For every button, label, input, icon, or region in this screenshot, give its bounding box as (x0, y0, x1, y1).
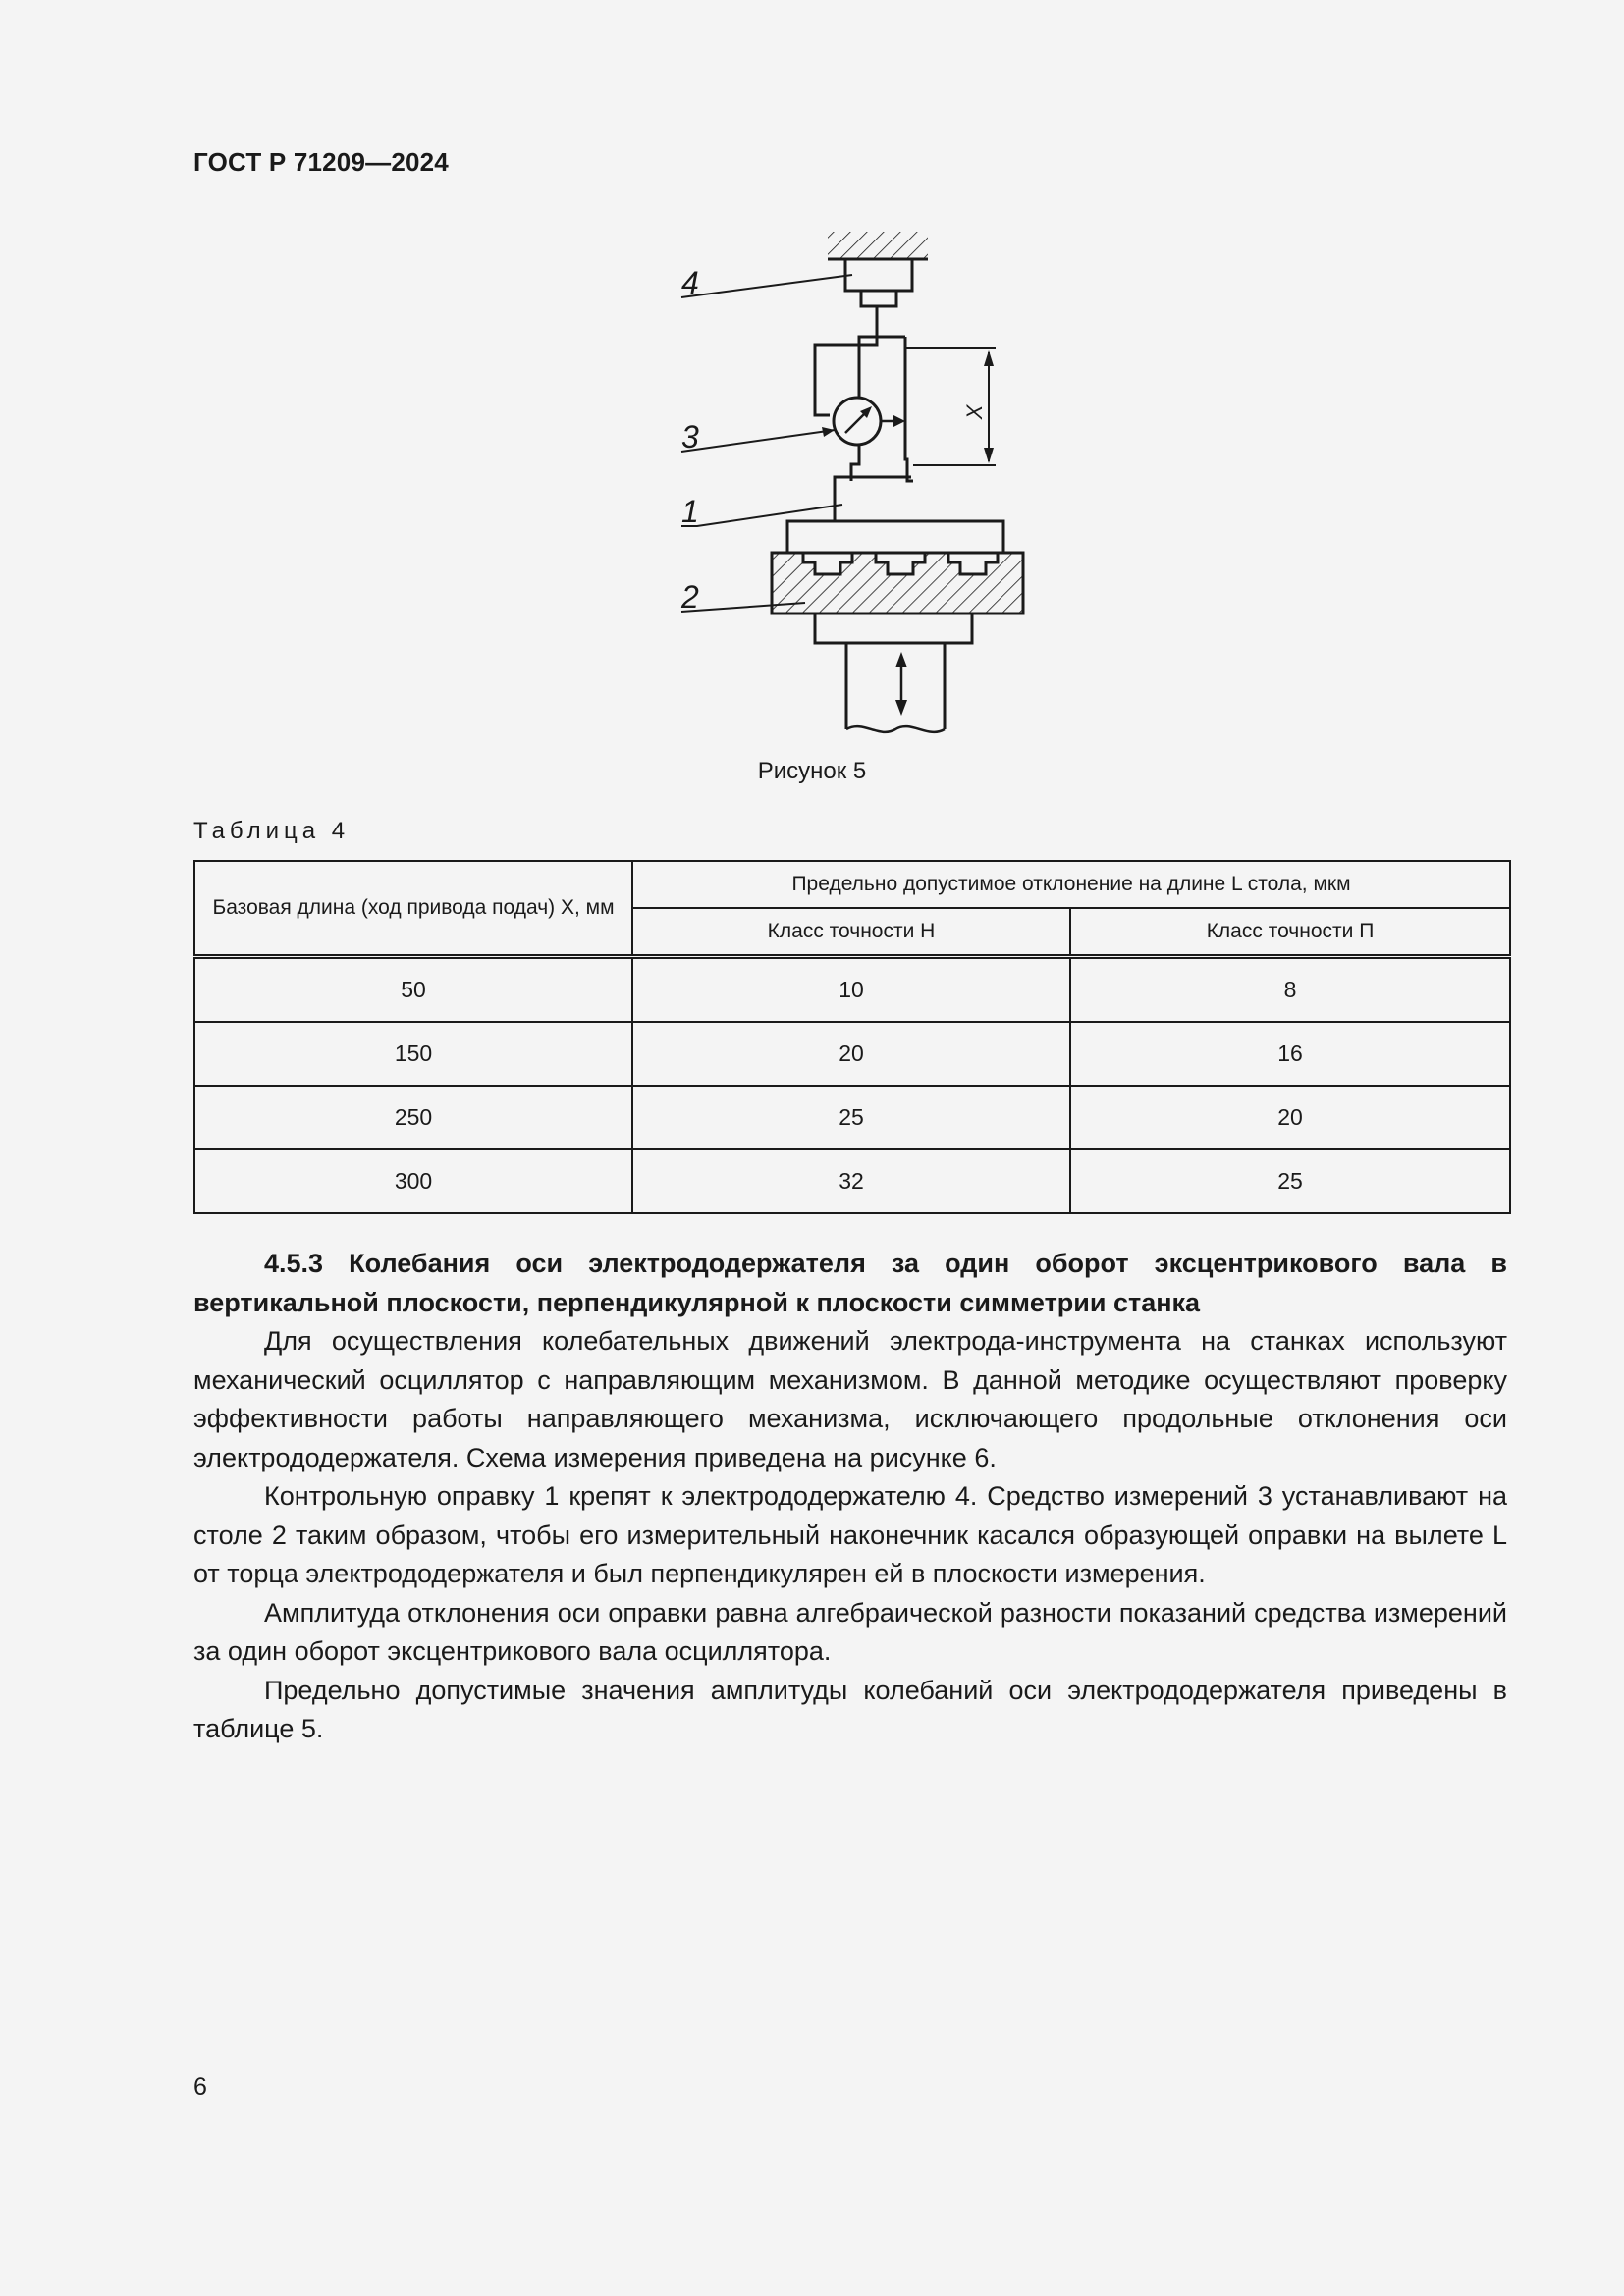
section-heading: 4.5.3 Колебания оси электрододержателя за один оборот эксцентрикового вала в вертикальной плоскости, перпендикулярной к плоскости симметрии станка (193, 1249, 1507, 1317)
col-header-base-length: Базовая длина (ход привода подач) X, мм (194, 861, 632, 957)
double-arrow-down (895, 700, 907, 716)
figure-5-diagram (658, 224, 1041, 744)
table-cell: 300 (194, 1149, 632, 1213)
figure-caption: Рисунок 5 (757, 758, 867, 784)
table-cell: 32 (632, 1149, 1070, 1213)
table-cell: 250 (194, 1086, 632, 1149)
deviation-table (193, 860, 1511, 1214)
body-text (193, 1245, 1507, 1749)
table-cell: 20 (632, 1022, 1070, 1086)
paragraph: Амплитуда отклонения оси оправки равна алгебраической разности показаний средства измерений за один оборот эксцентрикового вала осциллятора. (193, 1597, 1507, 1666)
table-row (194, 1022, 1510, 1086)
label-2: 2 (681, 579, 699, 614)
col-header-deviation-group: Предельно допустимое отклонение на длине L стола, мкм (632, 861, 1510, 908)
top-fixture-hatch (828, 232, 928, 259)
table-cell: 16 (1070, 1022, 1510, 1086)
dim-arrow-top (984, 350, 994, 366)
col-header-class-p: Класс точности П (1070, 908, 1510, 957)
label-4: 4 (681, 265, 699, 300)
dim-arrow-bottom (984, 448, 994, 463)
dim-label-x: X (962, 404, 987, 420)
page-number: 6 (193, 2073, 207, 2101)
table-base (815, 614, 972, 643)
table-cell: 10 (632, 957, 1070, 1023)
paragraph: Контрольную оправку 1 крепят к электрододержателю 4. Средство измерений 3 устанавливают на столе 2 таким образом, чтобы его измерительный наконечник касался образующей оправки на вылете L от торца электрододержателя и был перпендикулярен ей в плоскости измерения. (193, 1481, 1507, 1588)
col-header-class-n: Класс точности Н (632, 908, 1070, 957)
mandrel (905, 337, 913, 481)
double-arrow-up (895, 652, 907, 667)
table-title: Таблица 4 (193, 818, 351, 844)
label-1: 1 (681, 494, 699, 529)
electrode-holder (845, 259, 912, 291)
document-header: ГОСТ Р 71209—2024 (193, 147, 449, 177)
table-cell: 8 (1070, 957, 1510, 1023)
table-cell: 25 (1070, 1149, 1510, 1213)
label-3: 3 (681, 419, 699, 454)
table-row (194, 957, 1510, 1023)
paragraph: Для осуществления колебательных движений электрода-инструмента на станках используют механический осциллятор с направляющим механизмом. В данной методике осуществляют проверку эффективности работы направляющего механизма, исключающего продольные отклонения оси электрододержателя. Схема измерения приведена на рисунке 6. (193, 1326, 1507, 1472)
paragraph: Предельно допустимые значения амплитуды колебаний оси электрододержателя приведены в таблице 5. (193, 1675, 1507, 1743)
column-break (846, 726, 945, 732)
table-cell: 20 (1070, 1086, 1510, 1149)
table-cell: 50 (194, 957, 632, 1023)
table-row (194, 1086, 1510, 1149)
table-cell: 25 (632, 1086, 1070, 1149)
electrode-holder-flange (861, 291, 896, 306)
table-top-plate (787, 521, 1003, 553)
table-row (194, 1149, 1510, 1213)
table-cell: 150 (194, 1022, 632, 1086)
